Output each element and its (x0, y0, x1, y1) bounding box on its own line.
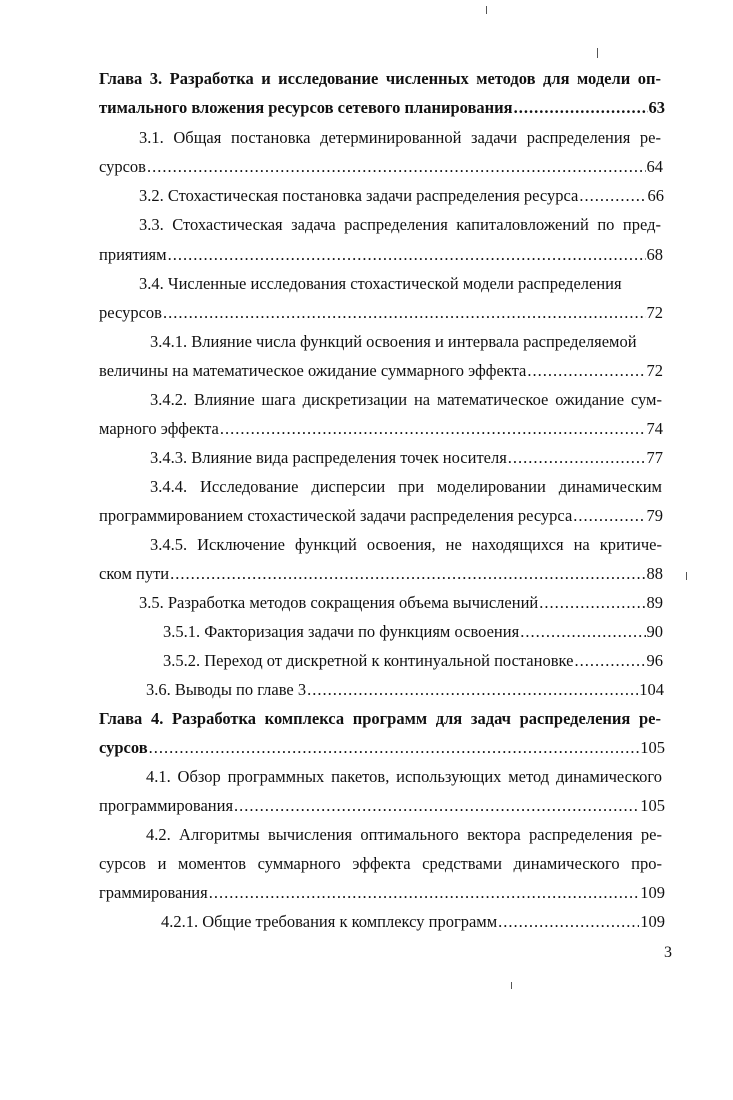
leader-dots (508, 447, 646, 469)
toc-page-number: 104 (639, 680, 664, 699)
toc-chapter-4-line-2 (99, 737, 665, 759)
toc-section-3-4-1-line-1: 3.4.1. Влияние числа функций освоения и интервала распределяемой (150, 332, 637, 351)
toc-page-number: 66 (647, 186, 664, 205)
scan-speck (686, 572, 687, 580)
toc-section-3-4-2-line-1: 3.4.2. Влияние шага дискретизации на математическое ожидание сум- (150, 390, 662, 409)
leader-dots (149, 737, 640, 759)
leader-dots (209, 882, 640, 904)
toc-chapter-3-line-2 (99, 97, 665, 119)
leader-dots (574, 650, 645, 672)
toc-section-3-1-line-1: 3.1. Общая постановка детерминированной задачи распределения ре- (139, 128, 661, 147)
toc-section-4-2-1 (161, 911, 665, 933)
toc-section-3-5-2 (163, 650, 663, 672)
toc-section-3-3-line-1: 3.3. Стохастическая задача распределения капиталовложений по пред- (139, 215, 661, 234)
toc-section-3-3-line-2 (99, 244, 663, 266)
toc-page-number: 105 (640, 796, 665, 815)
leader-dots (539, 592, 645, 614)
toc-section-3-4-5-line-2 (99, 563, 663, 585)
toc-page-number: 109 (640, 883, 665, 902)
toc-page-number: 77 (646, 448, 663, 467)
toc-entry-title: 3.4.3. Влияние вида распределения точек носителя (150, 448, 507, 467)
toc-section-3-4-5-line-1: 3.4.5. Исключение функций освоения, не находящихся на критиче- (150, 535, 662, 554)
toc-entry-title: 3.5.1. Факторизация задачи по функциям освоения (163, 622, 520, 641)
toc-section-3-4-2-line-2 (99, 418, 663, 440)
toc-entry-title: тимального вложения ресурсов сетевого планирования (99, 98, 513, 117)
toc-entry-title: приятиям (99, 245, 167, 264)
toc-section-3-4-3 (150, 447, 663, 469)
toc-page-number: 90 (646, 622, 663, 641)
toc-page-number: 72 (646, 303, 663, 322)
leader-dots (520, 621, 645, 643)
toc-entry-title: 3.6. Выводы по главе 3 (146, 680, 307, 699)
leader-dots (163, 302, 646, 324)
toc-page-number: 63 (648, 98, 665, 117)
toc-section-3-4-line-1: 3.4. Численные исследования стохастической модели распределения (139, 274, 622, 293)
page-number: 3 (664, 944, 672, 961)
toc-entry-title: ском пути (99, 564, 170, 583)
toc-entry-title: величины на математическое ожидание суммарного эффекта (99, 361, 527, 380)
toc-page-number: 109 (640, 912, 665, 931)
toc-section-4-2-line-2: сурсов и моментов суммарного эффекта средствами динамического про- (99, 854, 662, 873)
toc-section-3-4-4-line-2 (99, 505, 663, 527)
toc-page-number: 89 (646, 593, 663, 612)
leader-dots (234, 795, 639, 817)
toc-entry-title: граммирования (99, 883, 208, 902)
toc-page-number: 79 (646, 506, 663, 525)
toc-section-3-4-line-2 (99, 302, 663, 324)
toc-entry-title: ресурсов (99, 303, 162, 322)
toc-page-number: 68 (646, 245, 663, 264)
leader-dots (147, 156, 646, 178)
scan-speck (486, 6, 487, 14)
toc-chapter-4-line-1: Глава 4. Разработка комплекса программ для задач распределения ре- (99, 709, 661, 728)
leader-dots (573, 505, 645, 527)
toc-section-3-4-4-line-1: 3.4.4. Исследование дисперсии при моделировании динамическим (150, 477, 662, 496)
toc-section-3-5 (139, 592, 663, 614)
leader-dots (168, 244, 646, 266)
toc-entry-title: 3.2. Стохастическая постановка задачи распределения ресурса (139, 186, 579, 205)
toc-entry-title: 3.5.2. Переход от дискретной к континуальной постановке (163, 651, 574, 670)
toc-section-4-2-line-1: 4.2. Алгоритмы вычисления оптимального вектора распределения ре- (146, 825, 662, 844)
toc-section-3-5-1 (163, 621, 663, 643)
toc-section-3-4-1-line-2 (99, 360, 663, 382)
leader-dots (579, 185, 646, 207)
leader-dots (307, 679, 638, 701)
leader-dots (498, 911, 639, 933)
scan-speck (597, 48, 598, 58)
toc-section-4-1-line-2 (99, 795, 665, 817)
toc-entry-title: программированием стохастической задачи распределения ресурса (99, 506, 573, 525)
toc-section-3-1-line-2 (99, 156, 663, 178)
toc-entry-title: сурсов (99, 738, 148, 757)
toc-page-number: 74 (646, 419, 663, 438)
leader-dots (514, 97, 648, 119)
toc-section-3-6 (146, 679, 664, 701)
toc-chapter-3-line-1: Глава 3. Разработка и исследование численных методов для модели оп- (99, 69, 661, 88)
toc-entry-title: 3.5. Разработка методов сокращения объема вычислений (139, 593, 539, 612)
toc-entry-title: марного эффекта (99, 419, 219, 438)
toc-page-number: 88 (646, 564, 663, 583)
scan-speck (511, 982, 512, 989)
toc-page-number: 105 (640, 738, 665, 757)
toc-entry-title: программирования (99, 796, 234, 815)
toc-page-number: 72 (646, 361, 663, 380)
toc-entry-title: сурсов (99, 157, 146, 176)
toc-page-number: 64 (646, 157, 663, 176)
leader-dots (220, 418, 646, 440)
leader-dots (527, 360, 645, 382)
toc-entry-title: 4.2.1. Общие требования к комплексу программ (161, 912, 498, 931)
toc-section-3-2 (139, 185, 664, 207)
leader-dots (170, 563, 645, 585)
toc-section-4-1-line-1: 4.1. Обзор программных пакетов, использующих метод динамического (146, 767, 662, 786)
toc-page-number: 96 (646, 651, 663, 670)
toc-section-4-2-line-3 (99, 882, 665, 904)
